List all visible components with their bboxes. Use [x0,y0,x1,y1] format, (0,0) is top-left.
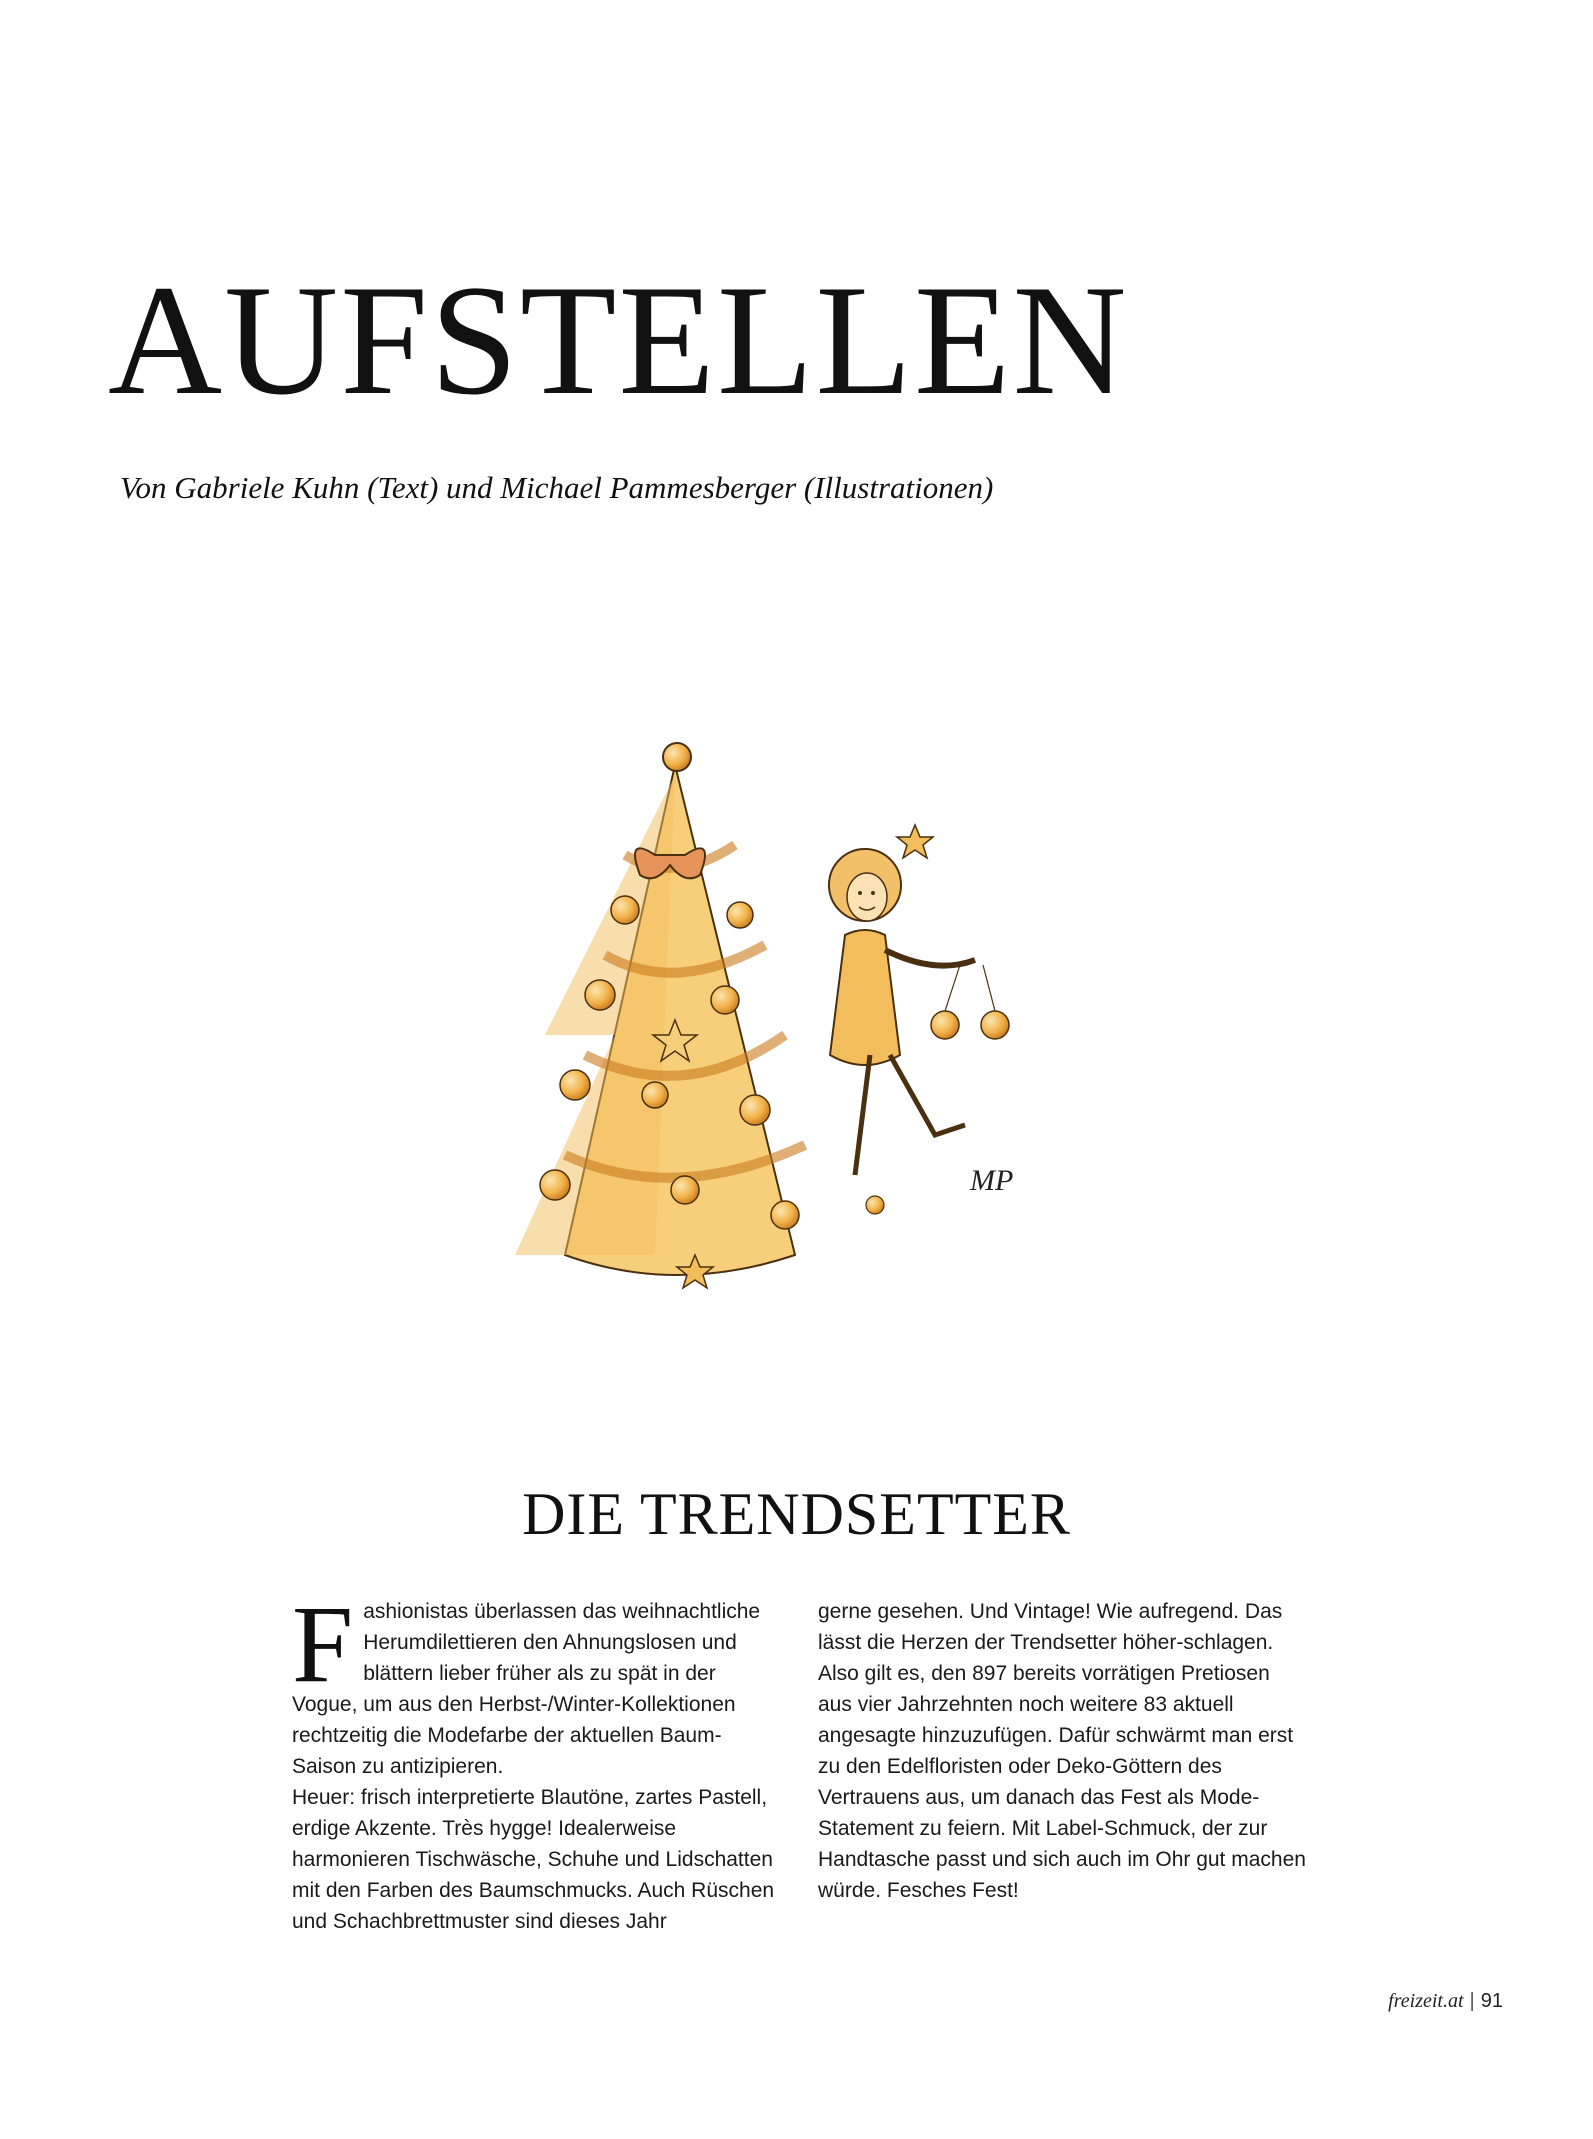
page-number: 91 [1480,1990,1503,2012]
paragraph-text: ashionistas überlassen das weihnachtliche Herumdilettieren den Ahnungslosen und blättern lieber früher als zu spät in der Vogue, um aus den Herbst-/Winter-Kollektionen rechtzeitig die Modefarbe der aktuellen Baum-Saison zu antizipieren. [292,1600,761,1778]
byline: Von Gabriele Kuhn (Text) und Michael Pammesberger (Illustrationen) [120,470,994,505]
article-column-right [818,1596,1308,1906]
paragraph [292,1583,782,1782]
page-title: AUFSTELLEN [108,253,1129,428]
christmas-tree-illustration [505,735,1065,1375]
footer-brand: freizeit.at [1388,1990,1464,2012]
paragraph: Heuer: frisch interpretierte Blautöne, zartes Pastell, erdige Akzente. Très hygge! Idealerweise harmonieren Tischwäsche, Schuhe und Lidschatten mit den Farben des Baumschmucks. Auch Rüschen und Schachbrettmuster sind dieses Jahr [292,1786,775,1933]
illustration-signature: MP [970,1164,1014,1197]
paragraph: gerne gesehen. Und Vintage! Wie aufregend. Das lässt die Herzen der Trendsetter höher-schlagen. [818,1600,1283,1654]
footer-separator: | [1469,1990,1475,2012]
article-column-left [292,1583,782,1937]
paragraph: Also gilt es, den 897 bereits vorrätigen Pretiosen aus vier Jahrzehnten noch weitere 83 aktuell angesagte hinzuzufügen. Dafür schwärmt man erst zu den Edelfloristen oder Deko-Göttern des Vertrauens aus, um danach das Fest als Mode-Statement zu feiern. Mit Label-Schmuck, der zur Handtasche passt und sich auch im Ohr gut machen würde. Fesches Fest! [818,1662,1306,1902]
drop-cap: F [292,1583,354,1705]
page-footer [1388,1990,1503,2013]
section-heading: DIE TRENDSETTER [522,1481,1071,1547]
